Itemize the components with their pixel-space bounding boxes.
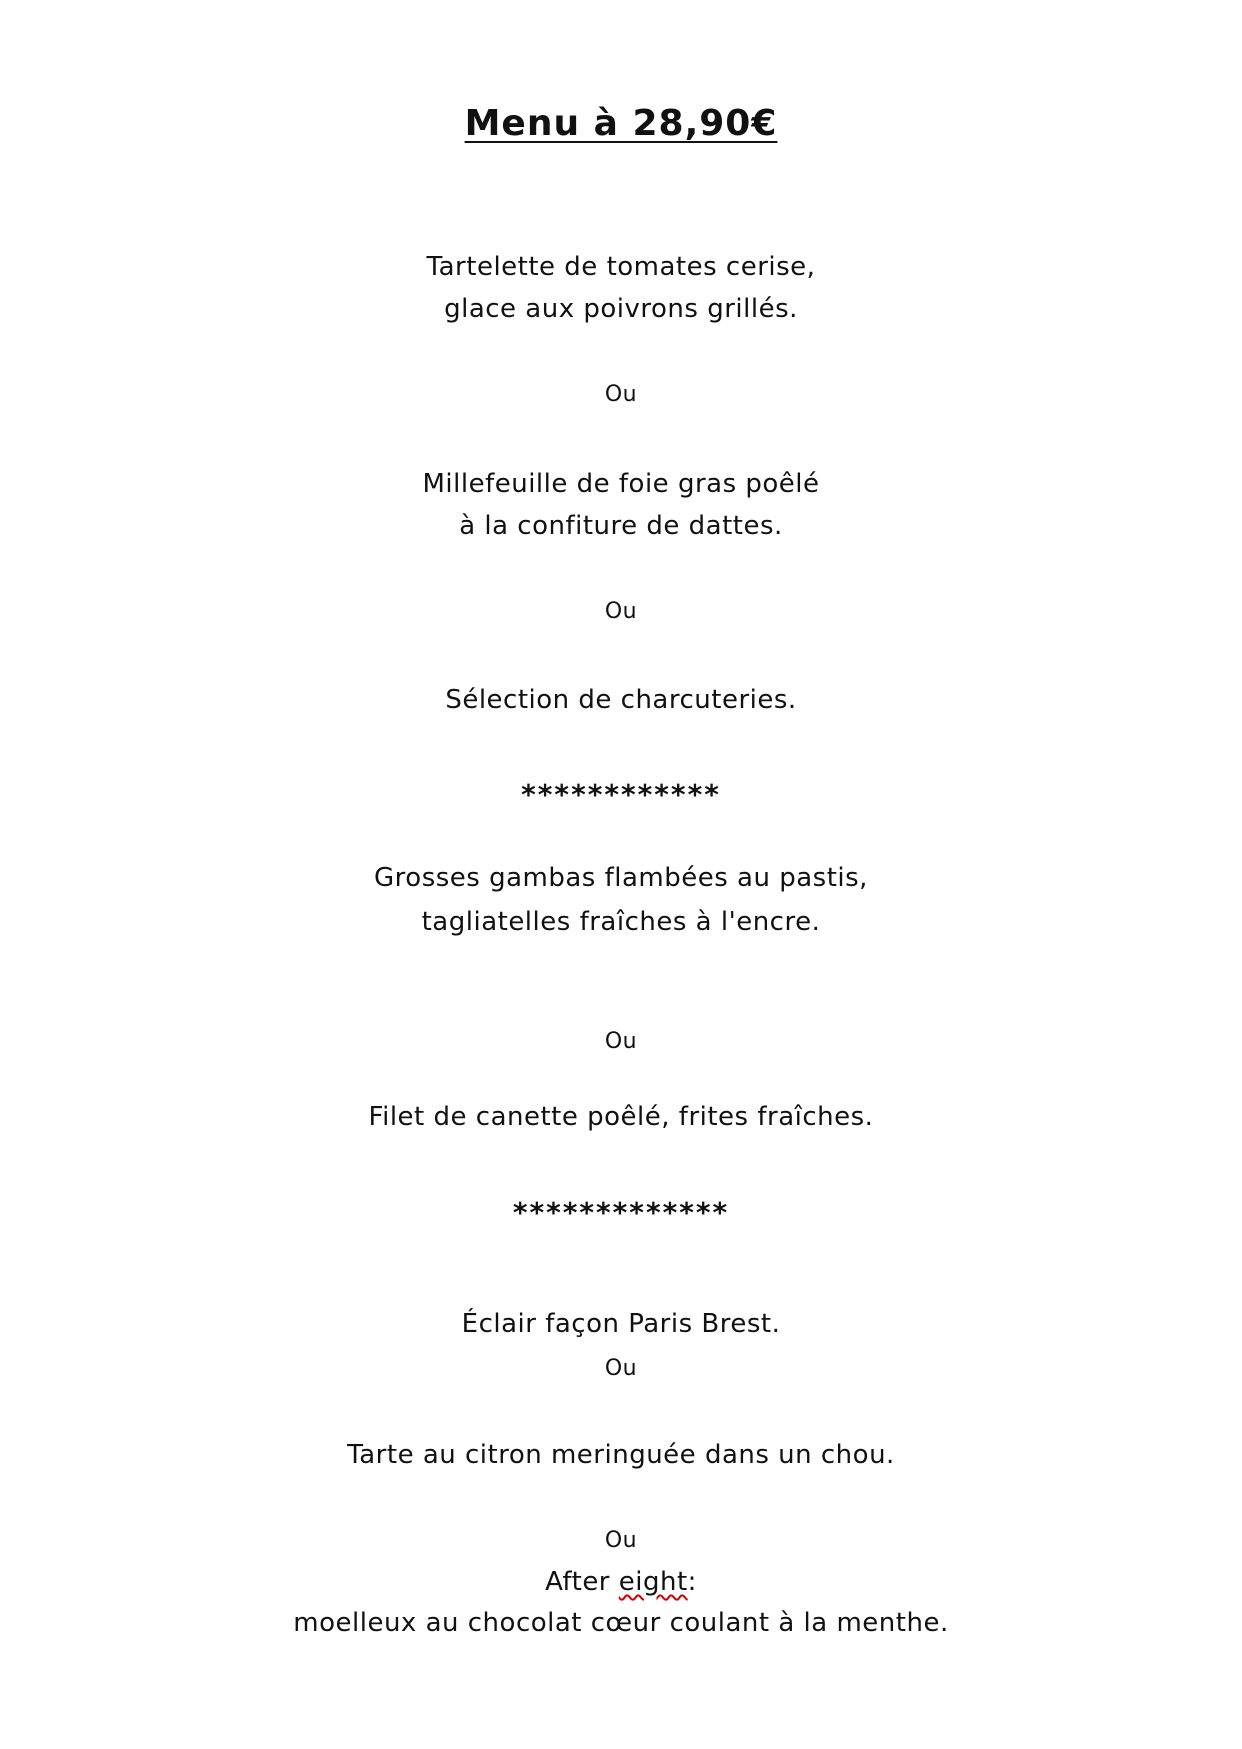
starter-1-line-1: Tartelette de tomates cerise,	[426, 252, 816, 282]
dessert-2-line-1: Tarte au citron meringuée dans un chou.	[347, 1440, 895, 1470]
starter-2-line-1: Millefeuille de foie gras poêlé	[422, 469, 820, 499]
dessert-or-2: Ou	[604, 1528, 638, 1553]
starter-3-line-1: Sélection de charcuteries.	[445, 685, 797, 715]
starter-1-line-2: glace aux poivrons grillés.	[444, 294, 798, 324]
dessert-3-suffix: :	[687, 1567, 697, 1597]
dessert-3-line-1	[0, 1565, 1242, 1599]
main-or-1: Ou	[604, 1029, 638, 1054]
starter-2-line-2: à la confiture de dattes.	[459, 511, 783, 541]
starter-or-2: Ou	[604, 599, 638, 624]
menu-title	[0, 102, 1242, 146]
main-1-line-1: Grosses gambas flambées au pastis,	[374, 863, 868, 893]
section-separator-2: *************	[512, 1196, 730, 1229]
main-2-line-1: Filet de canette poêlé, frites fraîches.	[368, 1102, 874, 1132]
dessert-or-1: Ou	[604, 1356, 638, 1381]
dessert-3-prefix: After	[545, 1567, 619, 1597]
menu-title-text: Menu à 28,90€	[464, 103, 778, 144]
main-1-line-2: tagliatelles fraîches à l'encre.	[421, 907, 821, 937]
dessert-1-line-1: Éclair façon Paris Brest.	[461, 1309, 781, 1339]
section-separator-1: ************	[521, 778, 721, 811]
spellcheck-flagged-word: eight	[618, 1567, 688, 1597]
starter-or-1: Ou	[604, 382, 638, 407]
dessert-3-line-2: moelleux au chocolat cœur coulant à la menthe.	[293, 1608, 949, 1638]
